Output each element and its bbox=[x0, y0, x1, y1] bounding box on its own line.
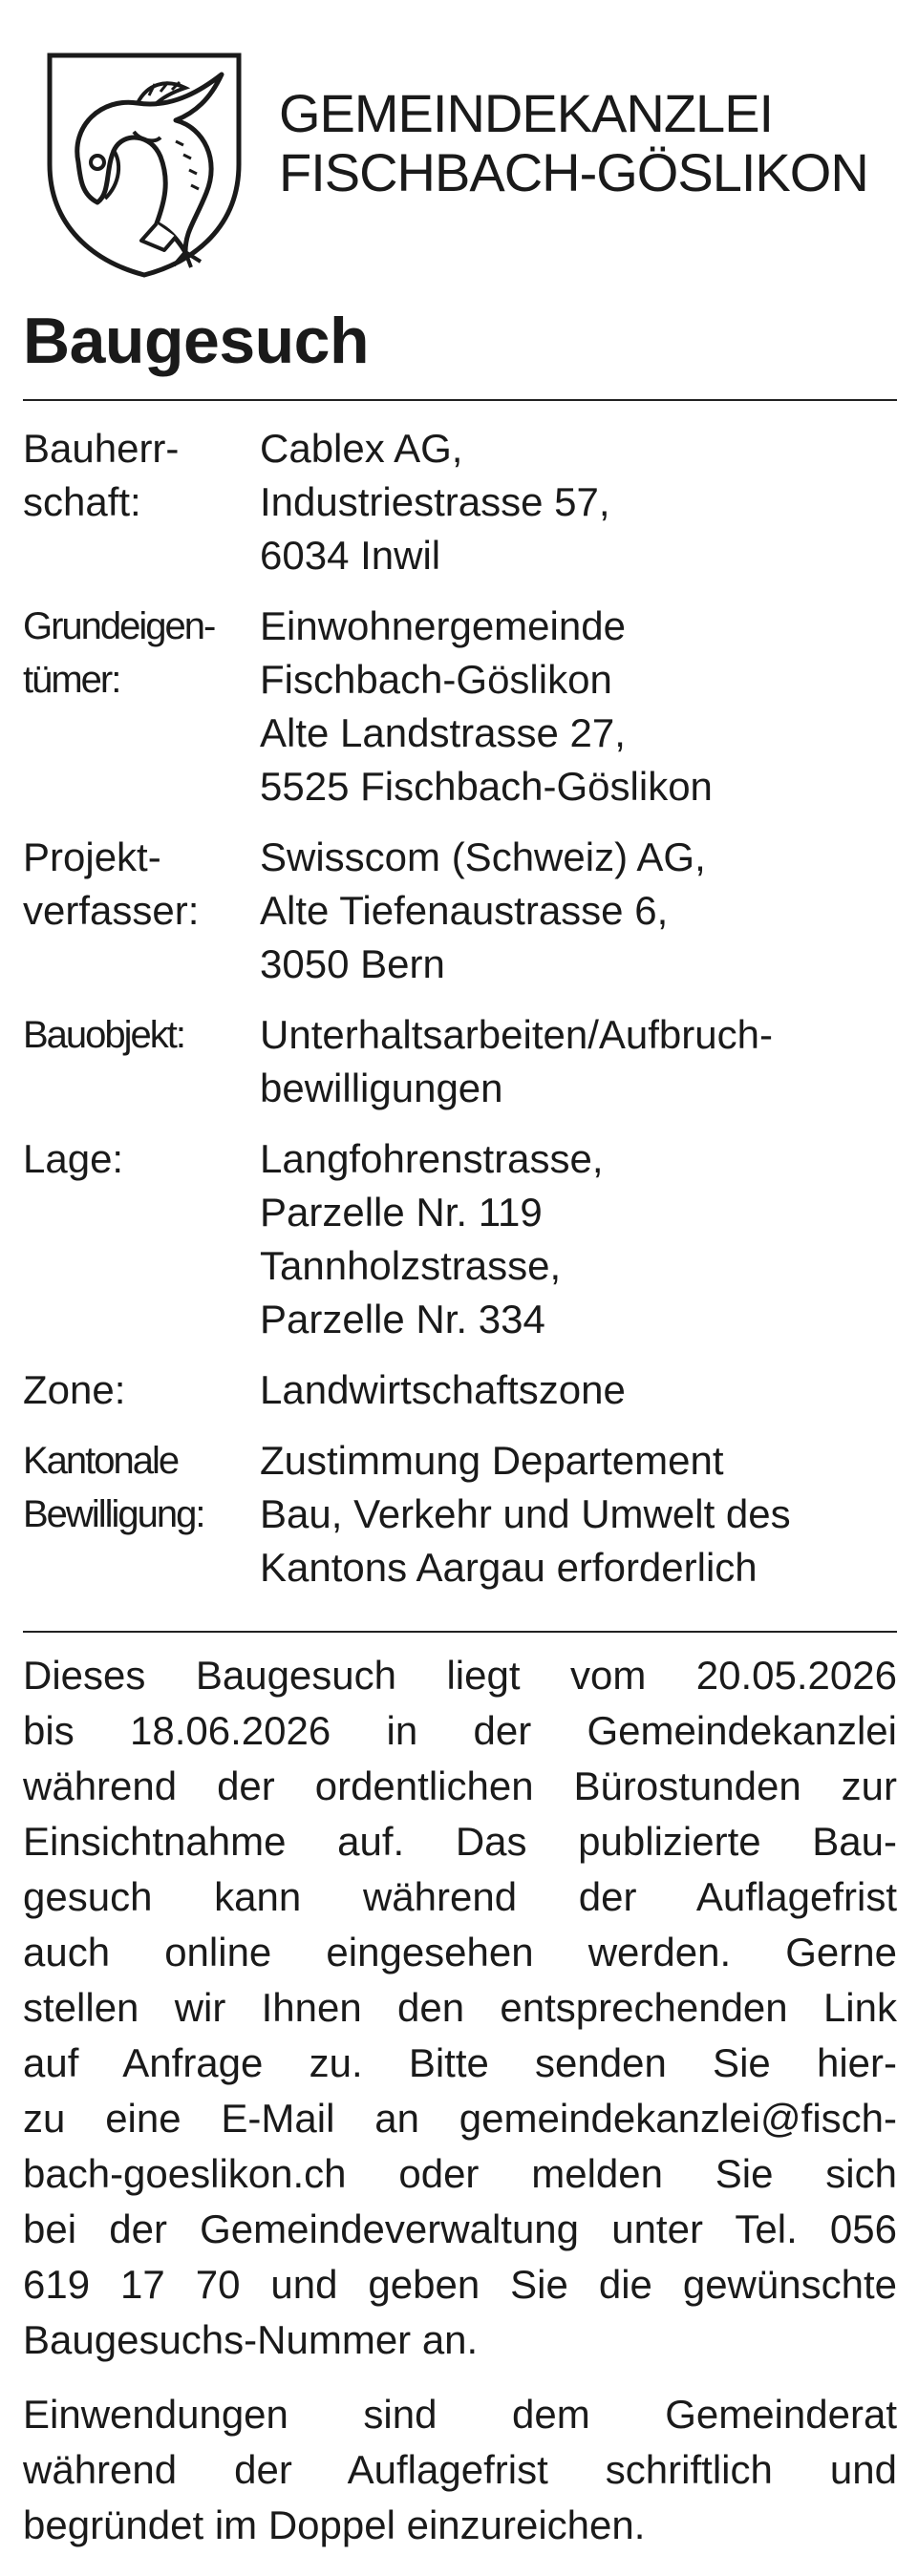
label-line: Bewilligung: bbox=[23, 1493, 204, 1535]
label-line: schaft: bbox=[23, 479, 141, 524]
org-line-1: GEMEINDEKANZLEI bbox=[279, 83, 774, 143]
field-label bbox=[23, 600, 260, 813]
value-line: Alte Tiefenaustrasse 6, bbox=[260, 888, 669, 933]
field-lage bbox=[23, 1132, 897, 1346]
value-line: Unterhaltsarbeiten/Aufbruch- bbox=[260, 1012, 773, 1057]
fish-crest-icon bbox=[42, 50, 246, 279]
value-line: 5525 Fischbach-Göslikon bbox=[260, 764, 713, 809]
field-grundeigentuemer bbox=[23, 600, 897, 813]
text-line: Baugesuchs-Nummer an. bbox=[23, 2317, 479, 2362]
field-label bbox=[23, 831, 260, 991]
text-line: bach-goeslikon.ch oder melden Sie sich bbox=[23, 2151, 897, 2196]
field-label bbox=[23, 1008, 260, 1115]
text-line: begründet im Doppel einzureichen. bbox=[23, 2502, 646, 2547]
header bbox=[23, 0, 897, 286]
field-kantonale-bewilligung bbox=[23, 1434, 897, 1594]
divider-middle bbox=[23, 1631, 897, 1633]
field-bauobjekt bbox=[23, 1008, 897, 1115]
value-line: Bau, Verkehr und Umwelt des bbox=[260, 1491, 791, 1536]
label-line: Projekt- bbox=[23, 834, 161, 879]
value-line: Einwohnergemeinde bbox=[260, 603, 626, 648]
label-line: Zone: bbox=[23, 1367, 126, 1412]
label-line: Grundeigen- bbox=[23, 605, 215, 647]
field-value bbox=[260, 422, 897, 582]
field-label bbox=[23, 1434, 260, 1594]
value-line: Parzelle Nr. 334 bbox=[260, 1297, 545, 1341]
organization-name bbox=[279, 84, 868, 202]
value-line: Swisscom (Schweiz) AG, bbox=[260, 834, 706, 879]
field-value bbox=[260, 1363, 897, 1417]
value-line: Cablex AG, bbox=[260, 426, 463, 471]
value-line: 6034 Inwil bbox=[260, 533, 441, 578]
text-line: auch online eingesehen werden. Gerne bbox=[23, 1930, 897, 1974]
field-label bbox=[23, 422, 260, 582]
value-line: Parzelle Nr. 119 bbox=[260, 1190, 543, 1235]
text-line: Einsichtnahme auf. Das publizierte Bau- bbox=[23, 1819, 897, 1864]
field-value bbox=[260, 1008, 897, 1115]
text-line: zu eine E-Mail an gemeindekanzlei@fisch- bbox=[23, 2096, 897, 2141]
value-line: bewilligungen bbox=[260, 1066, 503, 1110]
info-paragraph bbox=[23, 1648, 897, 2368]
notice bbox=[23, 0, 897, 2547]
text-line: auf Anfrage zu. Bitte senden Sie hier- bbox=[23, 2040, 897, 2085]
label-line: Bauobjekt: bbox=[23, 1014, 185, 1056]
field-value bbox=[260, 600, 897, 813]
org-line-2: FISCHBACH-GÖSLIKON bbox=[279, 142, 868, 202]
field-zone bbox=[23, 1363, 897, 1417]
value-line: Industriestrasse 57, bbox=[260, 479, 610, 524]
text-line: 619 17 70 und geben Sie die gewünschte bbox=[23, 2262, 897, 2307]
value-line: Kantons Aargau erforderlich bbox=[260, 1545, 758, 1590]
text-line: bis 18.06.2026 in der Gemeindekanzlei bbox=[23, 1708, 897, 1753]
objection-paragraph bbox=[23, 2387, 897, 2553]
value-line: Zustimmung Departement bbox=[260, 1438, 724, 1483]
field-bauherrschaft bbox=[23, 422, 897, 582]
label-line: verfasser: bbox=[23, 888, 200, 933]
field-projektverfasser bbox=[23, 831, 897, 991]
page-title: Baugesuch bbox=[23, 305, 370, 377]
field-label bbox=[23, 1363, 260, 1417]
value-line: Alte Landstrasse 27, bbox=[260, 710, 626, 755]
text-line: gesuch kann während der Auflagefrist bbox=[23, 1874, 897, 1919]
field-list bbox=[23, 422, 897, 1612]
field-value bbox=[260, 1132, 897, 1346]
divider-top bbox=[23, 399, 897, 401]
field-value bbox=[260, 831, 897, 991]
text-line: Einwendungen sind dem Gemeinderat bbox=[23, 2392, 897, 2437]
text-line: während der Auflagefrist schriftlich und bbox=[23, 2447, 897, 2492]
text-line: Dieses Baugesuch liegt vom 20.05.2026 bbox=[23, 1653, 897, 1698]
text-line: bei der Gemeindeverwaltung unter Tel. 056 bbox=[23, 2206, 897, 2251]
text-line: während der ordentlichen Bürostunden zur bbox=[23, 1763, 897, 1808]
value-line: Tannholzstrasse, bbox=[260, 1243, 562, 1288]
label-line: Kantonale bbox=[23, 1440, 179, 1482]
label-line: Bauherr- bbox=[23, 426, 180, 471]
value-line: Langfohrenstrasse, bbox=[260, 1136, 604, 1181]
label-line: tümer: bbox=[23, 659, 120, 701]
value-line: Fischbach-Göslikon bbox=[260, 657, 612, 702]
field-value bbox=[260, 1434, 897, 1594]
text-line: stellen wir Ihnen den entsprechenden Link bbox=[23, 1985, 897, 2030]
field-label bbox=[23, 1132, 260, 1346]
label-line: Lage: bbox=[23, 1136, 124, 1181]
value-line: Landwirtschaftszone bbox=[260, 1367, 626, 1412]
value-line: 3050 Bern bbox=[260, 941, 445, 986]
